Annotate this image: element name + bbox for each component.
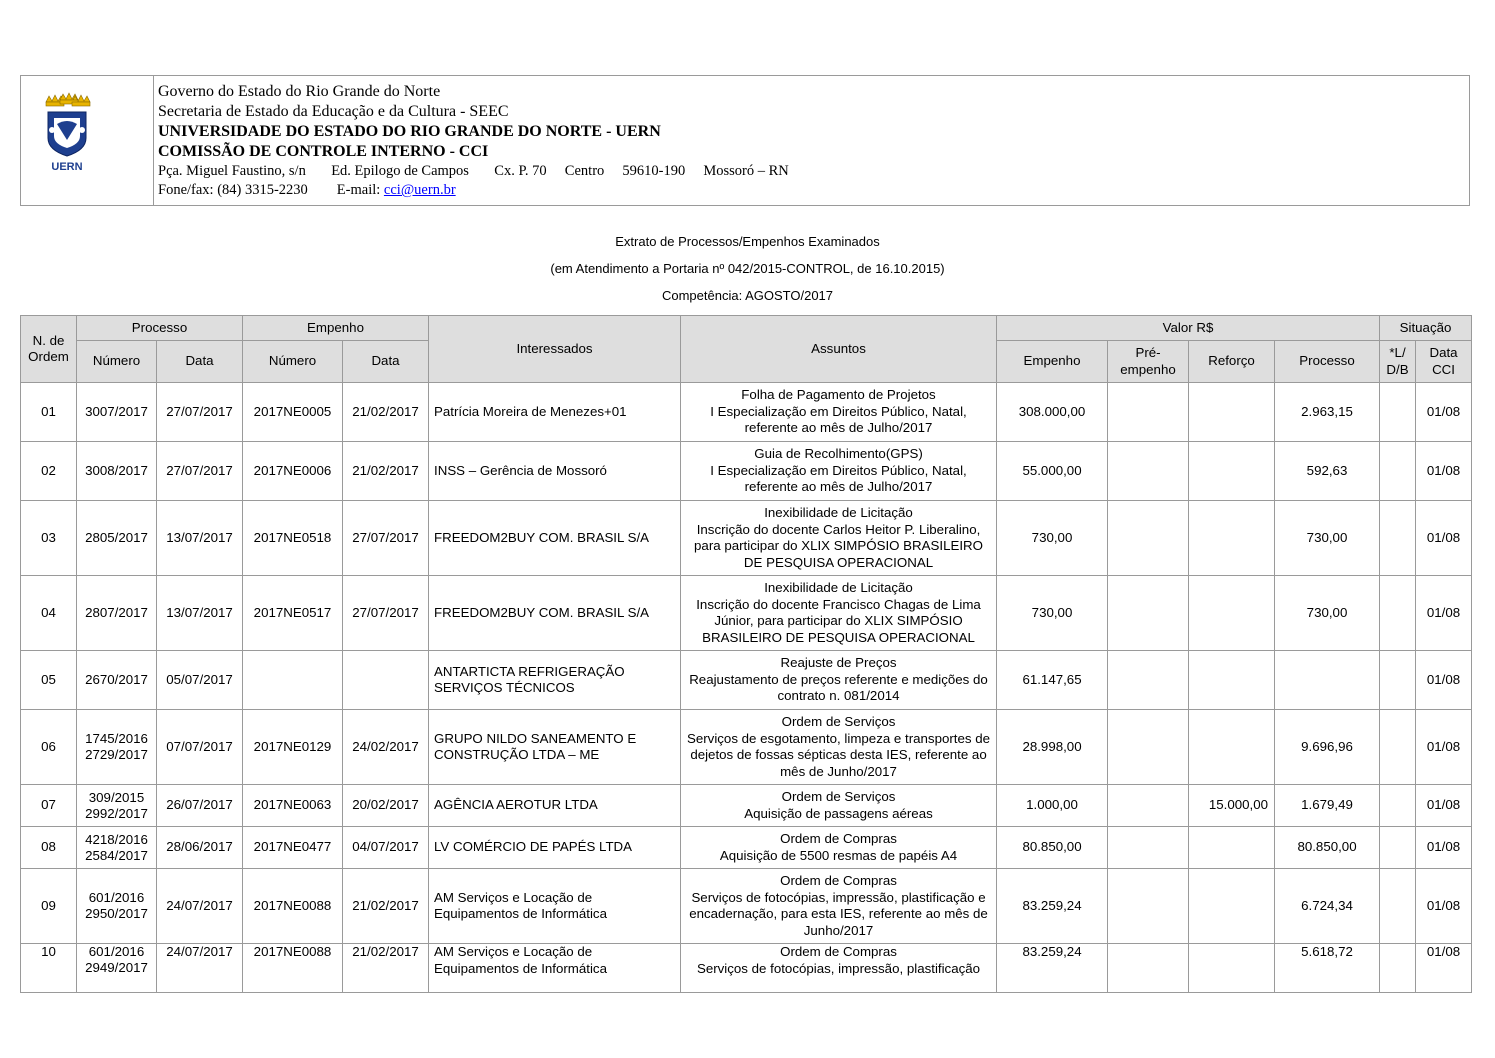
table-row	[21, 710, 1472, 785]
cell-valor-processo: 2.963,15	[1275, 383, 1380, 442]
cell-valor-empenho: 83.259,24	[997, 944, 1108, 993]
cell-empenho-numero: 2017NE0005	[243, 383, 343, 442]
table-row	[21, 785, 1472, 827]
table-row	[21, 442, 1472, 501]
header-government: Governo do Estado do Rio Grande do Norte	[158, 83, 441, 100]
cell-situacao-ldb	[1380, 442, 1416, 501]
cell-processo-numero: 2670/2017	[77, 651, 157, 710]
col-processo-numero: Número	[77, 341, 157, 383]
cell-valor-empenho: 308.000,00	[997, 383, 1108, 442]
col-valor-pre-empenho: Pré-empenho	[1108, 341, 1189, 383]
table-row	[21, 869, 1472, 944]
cell-data-cci: 01/08	[1416, 576, 1472, 651]
cell-empenho-data: 21/02/2017	[343, 944, 429, 993]
cell-ordem: 01	[21, 383, 77, 442]
cell-valor-pre-empenho	[1108, 501, 1189, 576]
cell-valor-reforco	[1189, 710, 1275, 785]
cell-valor-processo: 5.618,72	[1275, 944, 1380, 993]
header-contact	[158, 181, 789, 200]
cell-valor-processo: 730,00	[1275, 576, 1380, 651]
table-row	[21, 501, 1472, 576]
cell-assuntos: Inexibilidade de Licitação Inscrição do docente Francisco Chagas de Lima Júnior, para participar do XLIX SIMPÓSIO BRASILEIRO DE PESQUISA OPERACIONAL	[681, 576, 997, 651]
cell-interessados: Patrícia Moreira de Menezes+01	[429, 383, 681, 442]
cell-ordem: 06	[21, 710, 77, 785]
cell-ordem: 09	[21, 869, 77, 944]
cell-processo-data: 28/06/2017	[157, 827, 243, 869]
table-row	[21, 383, 1472, 442]
cell-empenho-data: 27/07/2017	[343, 576, 429, 651]
cell-valor-pre-empenho	[1108, 944, 1189, 993]
cell-data-cci: 01/08	[1416, 442, 1472, 501]
cell-situacao-ldb	[1380, 869, 1416, 944]
cell-empenho-numero: 2017NE0518	[243, 501, 343, 576]
cell-data-cci: 01/08	[1416, 827, 1472, 869]
cell-interessados: AGÊNCIA AEROTUR LTDA	[429, 785, 681, 827]
cell-situacao-ldb	[1380, 383, 1416, 442]
col-assuntos: Assuntos	[681, 316, 997, 383]
cell-valor-reforco	[1189, 651, 1275, 710]
cell-data-cci: 01/08	[1416, 710, 1472, 785]
cell-empenho-numero: 2017NE0006	[243, 442, 343, 501]
logo-cell	[21, 76, 154, 205]
cell-empenho-numero: 2017NE0063	[243, 785, 343, 827]
cell-valor-pre-empenho	[1108, 576, 1189, 651]
cell-processo-data: 13/07/2017	[157, 501, 243, 576]
col-valor-empenho: Empenho	[997, 341, 1108, 383]
cell-processo-numero: 601/2016 2949/2017	[77, 944, 157, 993]
cell-processo-data: 13/07/2017	[157, 576, 243, 651]
header-phone: Fone/fax: (84) 3315-2230 E-mail:	[158, 182, 384, 198]
document-title: Extrato de Processos/Empenhos Examinados	[615, 234, 880, 249]
cell-valor-empenho: 55.000,00	[997, 442, 1108, 501]
header-secretariat: Secretaria de Estado da Educação e da Cultura - SEEC	[158, 103, 509, 120]
cell-valor-pre-empenho	[1108, 827, 1189, 869]
cell-valor-empenho: 730,00	[997, 501, 1108, 576]
cell-situacao-ldb	[1380, 501, 1416, 576]
cell-empenho-numero: 2017NE0088	[243, 944, 343, 993]
cell-assuntos: Guia de Recolhimento(GPS) I Especialização em Direitos Público, Natal, referente ao mês de Julho/2017	[681, 442, 997, 501]
cell-processo-numero: 601/2016 2950/2017	[77, 869, 157, 944]
header-commission: COMISSÃO DE CONTROLE INTERNO - CCI	[158, 143, 489, 160]
cell-valor-reforco	[1189, 501, 1275, 576]
cell-empenho-data: 04/07/2017	[343, 827, 429, 869]
cell-valor-reforco	[1189, 383, 1275, 442]
cell-ordem: 04	[21, 576, 77, 651]
cell-interessados: AM Serviços e Locação de Equipamentos de Informática	[429, 944, 681, 993]
cell-empenho-data: 21/02/2017	[343, 383, 429, 442]
col-situacao: Situação	[1380, 316, 1472, 341]
cell-valor-reforco	[1189, 442, 1275, 501]
cell-interessados: GRUPO NILDO SANEAMENTO E CONSTRUÇÃO LTDA – ME	[429, 710, 681, 785]
cell-empenho-data: 27/07/2017	[343, 501, 429, 576]
cell-assuntos: Ordem de Compras Aquisição de 5500 resmas de papéis A4	[681, 827, 997, 869]
cell-processo-numero: 3007/2017	[77, 383, 157, 442]
table-row	[21, 651, 1472, 710]
cell-empenho-data: 20/02/2017	[343, 785, 429, 827]
cell-assuntos: Folha de Pagamento de Projetos I Especialização em Direitos Público, Natal, referente ao mês de Julho/2017	[681, 383, 997, 442]
col-ordem: N. de Ordem	[21, 316, 77, 383]
cell-valor-pre-empenho	[1108, 442, 1189, 501]
cell-situacao-ldb	[1380, 827, 1416, 869]
table-row	[21, 827, 1472, 869]
cell-empenho-data: 24/02/2017	[343, 710, 429, 785]
cell-valor-empenho: 28.998,00	[997, 710, 1108, 785]
cell-valor-reforco: 15.000,00	[1189, 785, 1275, 827]
document-competence: Competência: AGOSTO/2017	[661, 288, 834, 303]
cell-valor-empenho: 61.147,65	[997, 651, 1108, 710]
cell-processo-data: 26/07/2017	[157, 785, 243, 827]
cell-situacao-ldb	[1380, 785, 1416, 827]
cell-situacao-ldb	[1380, 576, 1416, 651]
cell-valor-empenho: 1.000,00	[997, 785, 1108, 827]
cell-assuntos: Reajuste de Preços Reajustamento de preços referente e medições do contrato n. 081/2014	[681, 651, 997, 710]
cell-empenho-data: 21/02/2017	[343, 442, 429, 501]
cell-valor-empenho: 730,00	[997, 576, 1108, 651]
cell-valor-processo: 80.850,00	[1275, 827, 1380, 869]
cell-processo-numero: 309/2015 2992/2017	[77, 785, 157, 827]
cell-data-cci: 01/08	[1416, 944, 1472, 993]
cell-interessados: FREEDOM2BUY COM. BRASIL S/A	[429, 501, 681, 576]
col-empenho-data: Data	[343, 341, 429, 383]
cell-empenho-numero: 2017NE0517	[243, 576, 343, 651]
cell-processo-data: 27/07/2017	[157, 442, 243, 501]
cell-valor-reforco	[1189, 827, 1275, 869]
col-empenho: Empenho	[243, 316, 429, 341]
cell-processo-data: 24/07/2017	[157, 869, 243, 944]
processes-table	[20, 315, 1472, 993]
logo-text: UERN	[51, 161, 83, 172]
cell-valor-processo: 730,00	[1275, 501, 1380, 576]
cell-data-cci: 01/08	[1416, 785, 1472, 827]
cell-processo-numero: 4218/2016 2584/2017	[77, 827, 157, 869]
cell-valor-reforco	[1189, 869, 1275, 944]
cell-data-cci: 01/08	[1416, 383, 1472, 442]
col-situacao-ldb: *L/ D/B	[1380, 341, 1416, 383]
col-processo: Processo	[77, 316, 243, 341]
cell-assuntos: Ordem de Compras Serviços de fotocópias, impressão, plastificação	[681, 944, 997, 993]
header-university: UNIVERSIDADE DO ESTADO DO RIO GRANDE DO NORTE - UERN	[158, 123, 661, 140]
cell-interessados: LV COMÉRCIO DE PAPÉS LTDA	[429, 827, 681, 869]
document-subtitle: (em Atendimento a Portaria nº 042/2015-CONTROL, de 16.10.2015)	[550, 261, 945, 276]
cell-processo-numero: 3008/2017	[77, 442, 157, 501]
cell-valor-reforco	[1189, 944, 1275, 993]
cell-empenho-data	[343, 651, 429, 710]
cell-processo-numero: 2807/2017	[77, 576, 157, 651]
col-interessados: Interessados	[429, 316, 681, 383]
cell-processo-data: 07/07/2017	[157, 710, 243, 785]
cell-ordem: 07	[21, 785, 77, 827]
cell-processo-data: 24/07/2017	[157, 944, 243, 993]
cell-assuntos: Ordem de Compras Serviços de fotocópias, impressão, plastificação e encadernação, para esta IES, referente ao mês de Junho/2017	[681, 869, 997, 944]
header-address: Pça. Miguel Faustino, s/n Ed. Epilogo de Campos Cx. P. 70 Centro 59610-190 Mossoró – RN	[158, 163, 789, 179]
cell-data-cci: 01/08	[1416, 501, 1472, 576]
cell-processo-data: 05/07/2017	[157, 651, 243, 710]
cell-ordem: 10	[21, 944, 77, 993]
uern-logo	[42, 90, 92, 172]
cell-interessados: AM Serviços e Locação de Equipamentos de Informática	[429, 869, 681, 944]
cell-valor-processo: 9.696,96	[1275, 710, 1380, 785]
cell-processo-numero: 2805/2017	[77, 501, 157, 576]
cell-valor-pre-empenho	[1108, 869, 1189, 944]
cell-situacao-ldb	[1380, 710, 1416, 785]
cell-valor-processo: 6.724,34	[1275, 869, 1380, 944]
letterhead-text	[158, 82, 789, 200]
cell-valor-empenho: 80.850,00	[997, 827, 1108, 869]
cell-valor-processo: 1.679,49	[1275, 785, 1380, 827]
cell-valor-pre-empenho	[1108, 710, 1189, 785]
cell-ordem: 05	[21, 651, 77, 710]
cell-valor-reforco	[1189, 576, 1275, 651]
cell-valor-processo: 592,63	[1275, 442, 1380, 501]
cell-empenho-data: 21/02/2017	[343, 869, 429, 944]
col-valor: Valor R$	[997, 316, 1380, 341]
col-valor-processo: Processo	[1275, 341, 1380, 383]
cell-processo-data: 27/07/2017	[157, 383, 243, 442]
col-processo-data: Data	[157, 341, 243, 383]
cell-assuntos: Inexibilidade de Licitação Inscrição do docente Carlos Heitor P. Liberalino, para participar do XLIX SIMPÓSIO BRASILEIRO DE PESQUISA OPERACIONAL	[681, 501, 997, 576]
col-valor-reforco: Reforço	[1189, 341, 1275, 383]
cell-interessados: INSS – Gerência de Mossoró	[429, 442, 681, 501]
cell-data-cci: 01/08	[1416, 869, 1472, 944]
cell-data-cci: 01/08	[1416, 651, 1472, 710]
table-row	[21, 944, 1472, 993]
cell-empenho-numero: 2017NE0129	[243, 710, 343, 785]
table-row	[21, 576, 1472, 651]
col-empenho-numero: Número	[243, 341, 343, 383]
cell-valor-pre-empenho	[1108, 383, 1189, 442]
cell-empenho-numero: 2017NE0088	[243, 869, 343, 944]
cell-interessados: FREEDOM2BUY COM. BRASIL S/A	[429, 576, 681, 651]
cell-ordem: 08	[21, 827, 77, 869]
letterhead	[20, 75, 1470, 206]
cell-situacao-ldb	[1380, 651, 1416, 710]
cell-assuntos: Ordem de Serviços Aquisição de passagens aéreas	[681, 785, 997, 827]
cell-interessados: ANTARTICTA REFRIGERAÇÃO SERVIÇOS TÉCNICOS	[429, 651, 681, 710]
cell-empenho-numero	[243, 651, 343, 710]
cell-processo-numero: 1745/2016 2729/2017	[77, 710, 157, 785]
col-situacao-data-cci: Data CCI	[1416, 341, 1472, 383]
cell-empenho-numero: 2017NE0477	[243, 827, 343, 869]
cell-assuntos: Ordem de Serviços Serviços de esgotamento, limpeza e transportes de dejetos de fossas sépticas desta IES, referente ao mês de Junho/2017	[681, 710, 997, 785]
cell-ordem: 02	[21, 442, 77, 501]
cell-valor-processo	[1275, 651, 1380, 710]
cell-valor-empenho: 83.259,24	[997, 869, 1108, 944]
cell-valor-pre-empenho	[1108, 785, 1189, 827]
cell-situacao-ldb	[1380, 944, 1416, 993]
cell-valor-pre-empenho	[1108, 651, 1189, 710]
cell-ordem: 03	[21, 501, 77, 576]
email-link[interactable]: cci@uern.br	[383, 182, 456, 198]
